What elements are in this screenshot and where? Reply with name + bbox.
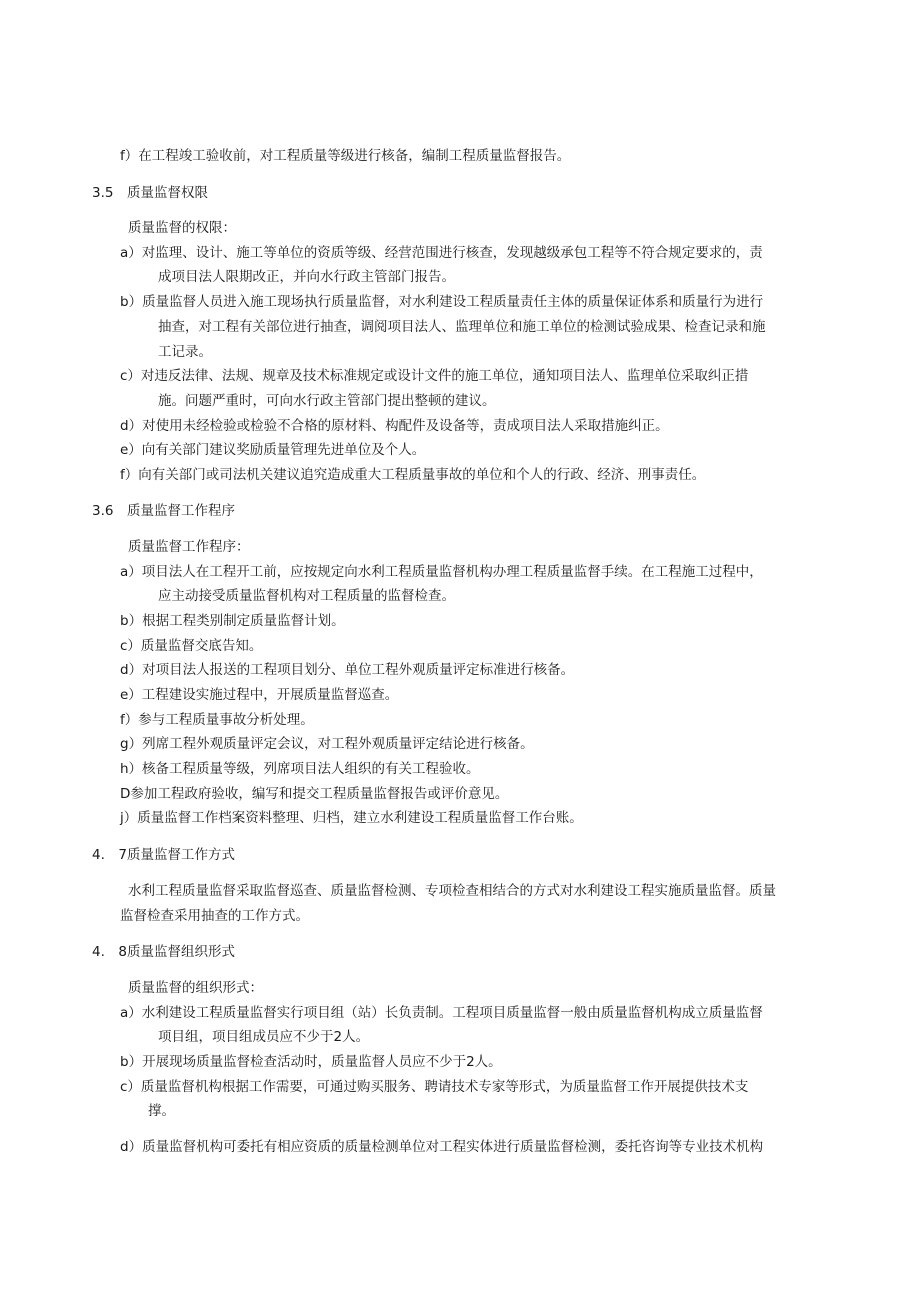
paragraph-intro-authority: 质量监督的权限：	[128, 220, 236, 236]
item-j-procedure-archive: j）质量监督工作档案资料整理、归档，建立水利建设工程质量监督工作台账。	[120, 810, 583, 826]
item-b-continuation-2: 工记录。	[158, 344, 212, 360]
item-e-procedure-inspection: e）工程建设实施过程中，开展质量监督巡查。	[120, 687, 399, 703]
item-a-organization-leader: a）水利建设工程质量监督实行项目组（站）长负责制。工程项目质量监督一般由质量监督机构成立质量监督	[120, 1005, 763, 1021]
item-f-accountability: f）向有关部门或司法机关建议追究造成重大工程质量事故的单位和个人的行政、经济、刑事责任。	[120, 467, 706, 483]
item-a-organization-continuation: 项目组，项目组成员应不少于2人。	[158, 1029, 370, 1045]
item-c-organization-support: c）质量监督机构根据工作需要，可通过购买服务、聘请技术专家等形式，为质量监督工作开展提供技术支	[120, 1079, 749, 1095]
item-d-procedure-division: d）对项目法人报送的工程项目划分、单位工程外观质量评定标准进行核备。	[120, 662, 575, 678]
item-d-organization-testing: d）质量监督机构可委托有相应资质的质量检测单位对工程实体进行质量监督检测，委托咨询等专业技术机构	[120, 1139, 764, 1155]
section-heading-3-5: 3.5 质量监督权限	[92, 185, 208, 201]
item-c-violation-notice: c）对违反法律、法规、规章及技术标准规定或设计文件的施工单位，通知项目法人、监理单位采取纠正措	[120, 368, 749, 384]
item-f-completion-check: f）在工程竣工验收前，对工程质量等级进行核备，编制工程质量监督报告。	[120, 148, 571, 164]
section-heading-4-8: 4. 8质量监督组织形式	[92, 944, 235, 960]
item-a-continuation: 成项目法人限期改正，并向水行政主管部门报告。	[158, 269, 455, 285]
item-a-procedure-continuation: 应主动接受质量监督机构对工程质量的监督检查。	[158, 588, 455, 604]
item-c-organization-continuation: 撑。	[148, 1103, 175, 1119]
item-b-procedure-plan: b）根据工程类别制定质量监督计划。	[120, 613, 345, 629]
item-b-continuation-1: 抽查，对工程有关部位进行抽查，调阅项目法人、监理单位和施工单位的检测试验成果、检查记录和施	[158, 319, 766, 335]
item-f-procedure-accident: f）参与工程质量事故分析处理。	[120, 712, 314, 728]
section-heading-4-7: 4. 7质量监督工作方式	[92, 847, 235, 863]
item-c-continuation: 施。问题严重时，可向水行政主管部门提出整顿的建议。	[158, 393, 496, 409]
item-d-materials-check: d）对使用未经检验或检验不合格的原材料、构配件及设备等，责成项目法人采取措施纠正。	[120, 418, 669, 434]
item-g-procedure-appearance: g）列席工程外观质量评定会议，对工程外观质量评定结论进行核备。	[120, 736, 534, 752]
item-e-reward-suggestion: e）向有关部门建议奖励质量管理先进单位及个人。	[120, 442, 426, 458]
item-h-procedure-grade: h）核备工程质量等级，列席项目法人组织的有关工程验收。	[120, 761, 480, 777]
item-c-procedure-briefing: c）质量监督交底告知。	[120, 638, 263, 654]
paragraph-intro-procedure: 质量监督工作程序：	[128, 539, 250, 555]
paragraph-intro-organization: 质量监督的组织形式：	[128, 980, 263, 996]
paragraph-method-continuation: 监督检查采用抽查的工作方式。	[120, 908, 309, 924]
item-b-organization-staff: b）开展现场质量监督检查活动时，质量监督人员应不少于2人。	[120, 1054, 502, 1070]
item-a-qualification-check: a）对监理、设计、施工等单位的资质等级、经营范围进行核查，发现越级承包工程等不符合规定要求的，责	[120, 245, 763, 261]
item-b-site-supervision: b）质量监督人员进入施工现场执行质量监督，对水利建设工程质量责任主体的质量保证体系和质量行为进行	[120, 294, 764, 310]
item-i-procedure-acceptance: D参加工程政府验收，编写和提交工程质量监督报告或评价意见。	[120, 786, 509, 802]
section-heading-3-6: 3.6 质量监督工作程序	[92, 503, 235, 519]
paragraph-method: 水利工程质量监督采取监督巡查、质量监督检测、专项检查相结合的方式对水利建设工程实施质量监督。质量	[128, 883, 776, 899]
item-a-procedure-registration: a）项目法人在工程开工前，应按规定向水利工程质量监督机构办理工程质量监督手续。在工程施工过程中，	[120, 564, 763, 580]
